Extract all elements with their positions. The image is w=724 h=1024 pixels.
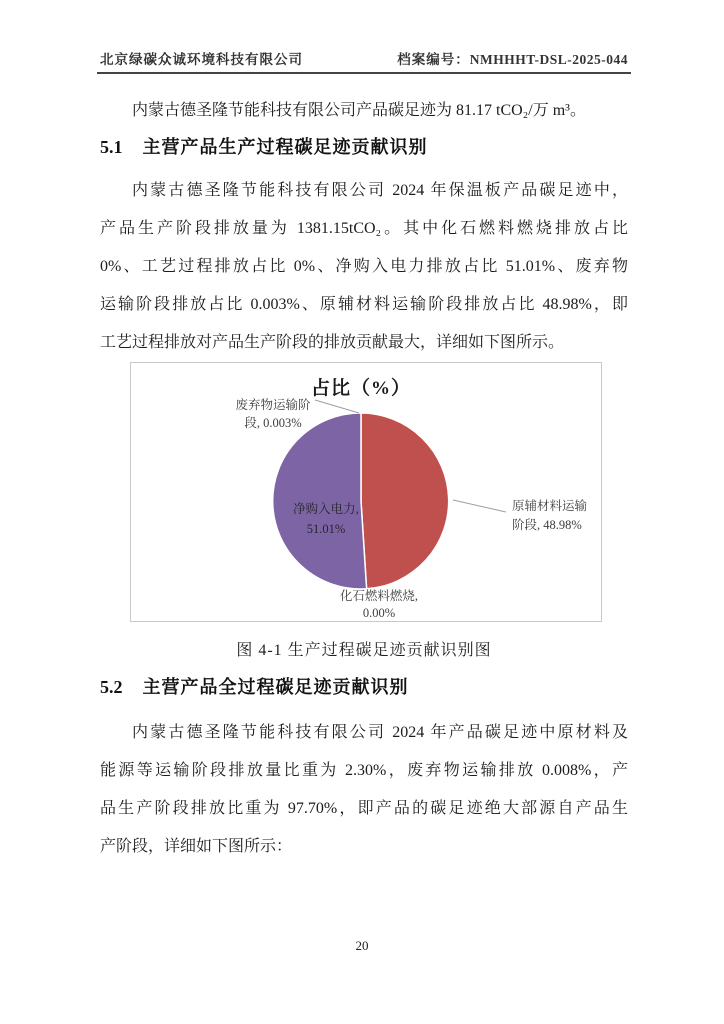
- pie-chart-frame: [130, 362, 602, 622]
- pie-chart: [131, 363, 601, 621]
- paragraph-line: 品生产阶段排放比重为 97.70%，即产品的碳足迹绝大部源自产品生: [100, 800, 628, 817]
- paragraph-line: 内蒙古德圣隆节能科技有限公司 2024 年保温板产品碳足迹中，: [132, 182, 628, 199]
- intro-paragraph: 内蒙古德圣隆节能科技有限公司产品碳足迹为 81.17 tCO₂/万 m³。: [132, 102, 586, 119]
- header-company-name: 北京绿碳众诚环境科技有限公司: [100, 52, 303, 67]
- label-raw-material-line1: 原辅材料运输: [512, 499, 588, 513]
- paragraph-line: 能源等运输阶段排放量比重为 2.30%，废弃物运输排放 0.008%，产: [100, 762, 628, 779]
- label-fossil-line1: 化石燃料燃烧,: [339, 589, 419, 603]
- label-electricity-line1: 净购入电力,: [293, 502, 359, 516]
- paragraph-line: 内蒙古德圣隆节能科技有限公司 2024 年产品碳足迹中原材料及: [132, 724, 628, 741]
- page-header: [100, 48, 628, 68]
- label-fossil-line2: 0.00%: [362, 606, 396, 620]
- label-waste-line1: 废弃物运输阶: [235, 398, 311, 412]
- header-doc-number: [397, 48, 628, 68]
- label-waste-line2: 段, 0.003%: [244, 416, 302, 430]
- doc-number-value: NMHHHT-DSL-2025-044: [469, 52, 628, 67]
- section-number: 5.2: [100, 677, 123, 697]
- label-electricity-line2: 51.01%: [306, 522, 346, 536]
- section-heading-5-1: [100, 133, 628, 159]
- paragraph-line: 产阶段，详细如下图所示：: [100, 838, 293, 855]
- leader-line-raw-material: [453, 500, 506, 512]
- pie-slice-electricity: [273, 413, 367, 589]
- label-raw-material-line2: 阶段, 48.98%: [512, 518, 582, 532]
- section-title: 主营产品全过程碳足迹贡献识别: [142, 677, 409, 697]
- pie-slice-raw-material: [361, 413, 449, 589]
- paragraph-line: 运输阶段排放占比 0.003%、原辅材料运输阶段排放占比 48.98%，即: [100, 296, 628, 313]
- figure-caption: 图 4-1 生产过程碳足迹贡献识别图: [236, 642, 492, 659]
- page-number: 20: [355, 938, 369, 953]
- paragraph-line: 工艺过程排放对产品生产阶段的排放贡献最大，详细如下图所示。: [100, 334, 565, 351]
- paragraph-line: 0%、工艺过程排放占比 0%、净购入电力排放占比 51.01%、废弃物: [100, 258, 628, 275]
- doc-number-label: 档案编号：: [397, 52, 470, 67]
- section-number: 5.1: [100, 137, 123, 157]
- section-heading-5-2: [100, 673, 628, 699]
- chart-title: 占比（%）: [310, 378, 412, 399]
- header-divider: [97, 72, 631, 74]
- paragraph-line: 产品生产阶段排放量为 1381.15tCO₂。其中化石燃料燃烧排放占比: [100, 220, 628, 237]
- section-title: 主营产品生产过程碳足迹贡献识别: [142, 137, 428, 157]
- leader-line-waste: [315, 400, 359, 413]
